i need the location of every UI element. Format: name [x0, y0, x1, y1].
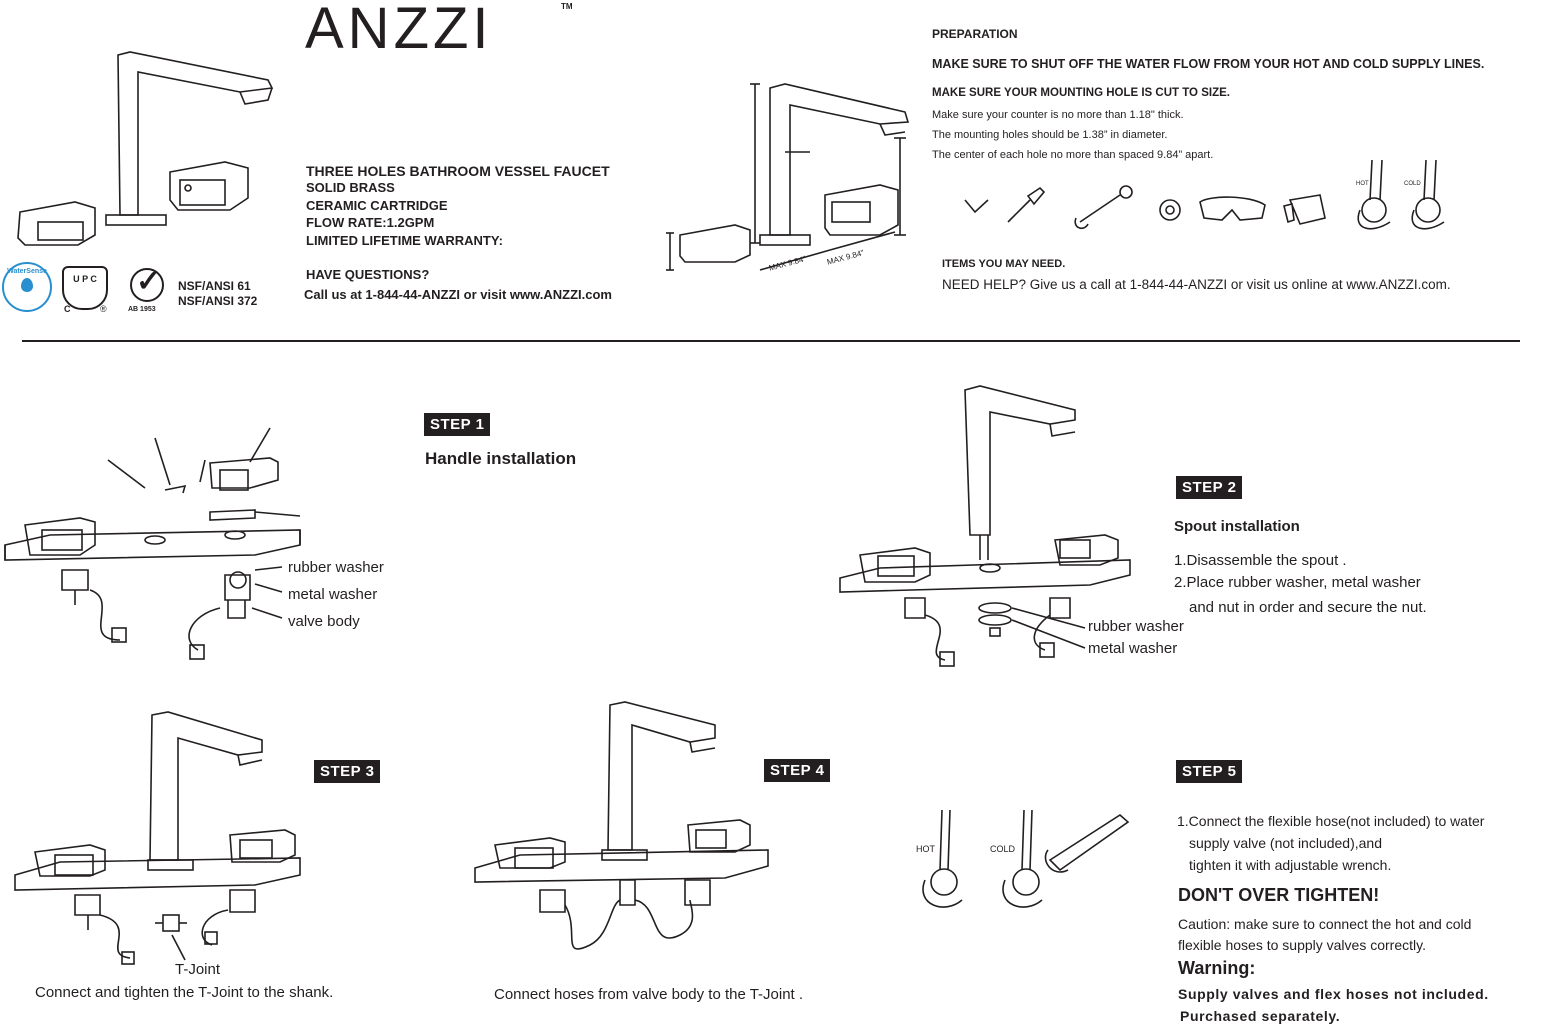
step5-warning-title: Warning:: [1178, 958, 1256, 978]
spec-solid-brass: SOLID BRASS: [306, 180, 395, 195]
step5-warning-2: Purchased separately.: [1180, 1008, 1341, 1024]
questions-contact: Call us at 1-844-44-ANZZI or visit www.ANZZI.com: [304, 287, 612, 302]
step2-line-3: and nut in order and secure the nut.: [1189, 599, 1427, 616]
step4-badge: STEP 4: [764, 759, 830, 782]
upc-label: U P C: [73, 274, 97, 284]
trademark-symbol: TM: [561, 2, 573, 11]
preparation-warning-shutoff: MAKE SURE TO SHUT OFF THE WATER FLOW FROM YOUR HOT AND COLD SUPPLY LINES.: [932, 57, 1485, 71]
faucet-hero-drawing: [18, 52, 272, 245]
water-drop-icon: [21, 278, 33, 292]
faucet-dimension-drawing: [666, 84, 908, 270]
questions-heading: HAVE QUESTIONS?: [306, 267, 430, 282]
tools-hot-label: HOT: [1356, 181, 1369, 187]
preparation-heading: PREPARATION: [932, 27, 1018, 41]
nsf-check-badge: [130, 265, 164, 302]
step2-title: Spout installation: [1174, 518, 1300, 535]
step2-line-1: 1.Disassemble the spout .: [1174, 552, 1347, 569]
step3-tjoint-label: T-Joint: [175, 961, 221, 978]
step5-line-2: supply valve (not included),and: [1189, 835, 1383, 851]
preparation-counter-thickness: Make sure your counter is no more than 1.18" thick.: [932, 109, 1184, 121]
spec-warranty: LIMITED LIFETIME WARRANTY:: [306, 233, 503, 248]
step5-cold-label: COLD: [990, 844, 1016, 854]
watersense-label: WaterSense: [7, 268, 47, 275]
step1-label-metal-washer: metal washer: [288, 586, 378, 603]
step5-caution-1: Caution: make sure to connect the hot and cold: [1178, 916, 1472, 932]
step5-line-1: 1.Connect the flexible hose(not included) to water: [1177, 813, 1485, 829]
preparation-hole-spacing: The center of each hole no more than spaced 9.84” apart.: [932, 149, 1214, 161]
items-heading: ITEMS YOU MAY NEED.: [942, 258, 1066, 270]
brand-logo: ANZZI: [305, 0, 493, 61]
step4-drawing: [475, 702, 768, 949]
step5-badge: STEP 5: [1176, 760, 1242, 783]
step1-drawing: [5, 428, 300, 659]
step2-line-2: 2.Place rubber washer, metal washer: [1174, 574, 1421, 591]
step2-label-rubber-washer: rubber washer: [1088, 618, 1184, 635]
spec-flow-rate: FLOW RATE:1.2GPM: [306, 215, 435, 230]
help-contact: NEED HELP? Give us a call at 1-844-44-ANZZI or visit us online at www.ANZZI.com.: [942, 277, 1451, 292]
nsf-61-label: NSF/ANSI 61: [178, 279, 251, 293]
product-title: THREE HOLES BATHROOM VESSEL FAUCET: [306, 163, 610, 179]
ab1953-label: AB 1953: [128, 306, 156, 313]
preparation-warning-hole: MAKE SURE YOUR MOUNTING HOLE IS CUT TO SIZE.: [932, 87, 1230, 99]
step3-drawing: [15, 712, 300, 964]
section-divider: [22, 340, 1520, 342]
step2-drawing: [840, 386, 1130, 666]
step4-caption: Connect hoses from valve body to the T-Joint .: [494, 986, 804, 1003]
tools-illustration: [965, 160, 1444, 229]
tools-cold-label: COLD: [1404, 181, 1421, 187]
step2-label-metal-washer: metal washer: [1088, 640, 1178, 657]
dimension-max-right: MAX 9.84": [826, 248, 866, 267]
step3-badge: STEP 3: [314, 760, 380, 783]
step1-label-rubber-washer: rubber washer: [288, 559, 384, 576]
watersense-badge: [2, 262, 52, 312]
checkmark-icon: ✓: [136, 265, 162, 298]
step3-caption: Connect and tighten the T-Joint to the shank.: [35, 984, 334, 1001]
step5-caution-2: flexible hoses to supply valves correctly.: [1178, 937, 1426, 953]
step1-badge: STEP 1: [424, 413, 490, 436]
upc-c-mark: C: [64, 304, 71, 314]
step5-dont-over-tighten: DON'T OVER TIGHTEN!: [1178, 885, 1380, 905]
step1-label-valve-body: valve body: [288, 613, 360, 630]
nsf-372-label: NSF/ANSI 372: [178, 294, 258, 308]
step5-line-3: tighten it with adjustable wrench.: [1189, 857, 1392, 873]
registered-mark: ®: [100, 304, 107, 314]
step5-warning-1: Supply valves and flex hoses not included.: [1178, 986, 1489, 1002]
spec-ceramic-cartridge: CERAMIC CARTRIDGE: [306, 198, 448, 213]
dimension-max-left: MAX 9.84": [768, 254, 808, 273]
step2-badge: STEP 2: [1176, 476, 1242, 499]
step5-drawing: [923, 810, 1128, 907]
preparation-hole-diameter: The mounting holes should be 1.38” in diameter.: [932, 129, 1168, 141]
step1-title: Handle installation: [425, 449, 577, 468]
step5-hot-label: HOT: [916, 844, 935, 854]
